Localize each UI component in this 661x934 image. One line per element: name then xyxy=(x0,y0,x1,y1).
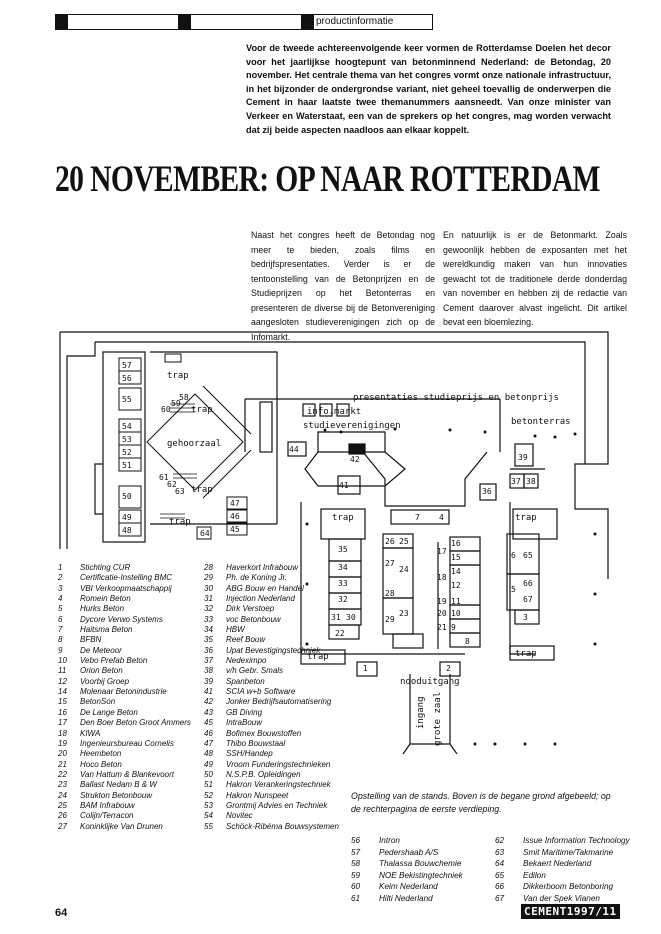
legend-number: 2 xyxy=(58,573,63,583)
plan-label-trap-7: trap xyxy=(307,652,329,662)
plan-label-trap-4: trap xyxy=(169,517,191,527)
legend-exhibitor: Grontmij Advies en Techniek xyxy=(226,800,328,810)
legend-exhibitor: Romein Beton xyxy=(80,594,131,604)
legend-exhibitor: Hilti Nederland xyxy=(379,893,433,903)
legend-number: 28 xyxy=(204,563,213,572)
legend-exhibitor: BFBN xyxy=(80,635,102,645)
legend-exhibitor: Thibo Bouwstaal xyxy=(226,738,286,748)
legend-item xyxy=(495,847,655,859)
svg-text:37: 37 xyxy=(511,477,521,486)
legend-number: 25 xyxy=(58,800,67,810)
legend-number: 18 xyxy=(58,728,67,738)
legend-number: 22 xyxy=(58,769,67,779)
svg-text:17: 17 xyxy=(437,547,447,556)
legend-exhibitor: N.S.P.B. Opleidingen xyxy=(226,769,301,779)
svg-text:50: 50 xyxy=(122,492,132,501)
svg-text:16: 16 xyxy=(451,539,461,548)
legend-number: 33 xyxy=(204,614,213,624)
svg-text:6: 6 xyxy=(511,551,516,560)
legend-number: 66 xyxy=(495,882,505,892)
legend-number: 21 xyxy=(58,759,67,769)
legend-exhibitor: SSH/Handep xyxy=(226,749,273,759)
legend-number: 65 xyxy=(495,870,505,880)
svg-text:63: 63 xyxy=(175,487,185,496)
legend-exhibitor: Keim Nederland xyxy=(379,882,438,892)
legend-exhibitor: Dirk Verstoep xyxy=(226,604,275,614)
header-block xyxy=(56,15,68,29)
svg-text:36: 36 xyxy=(482,487,492,496)
legend-item xyxy=(58,646,203,656)
legend-item xyxy=(204,584,374,594)
legend-item xyxy=(58,791,203,801)
svg-text:7: 7 xyxy=(415,513,420,522)
svg-text:31: 31 xyxy=(331,613,341,622)
svg-text:57: 57 xyxy=(122,361,132,370)
svg-text:8: 8 xyxy=(465,637,470,646)
legend-exhibitor: Thalassa Bouwchemie xyxy=(379,859,462,869)
legend-item xyxy=(204,573,374,583)
svg-text:15: 15 xyxy=(451,553,461,562)
svg-text:22: 22 xyxy=(335,629,345,638)
svg-text:5: 5 xyxy=(511,585,516,594)
legend-item xyxy=(58,687,203,697)
legend-number: 49 xyxy=(204,759,213,769)
legend-number: 67 xyxy=(495,893,505,903)
svg-text:59: 59 xyxy=(171,399,181,408)
svg-text:64: 64 xyxy=(200,529,210,538)
legend-item xyxy=(204,708,374,718)
legend-number: 53 xyxy=(204,800,213,810)
legend-number: 42 xyxy=(204,697,213,707)
svg-text:42: 42 xyxy=(350,455,360,464)
legend-number: 54 xyxy=(204,811,213,821)
legend-exhibitor: Vebo Prefab Beton xyxy=(80,656,148,666)
legend-item xyxy=(58,801,203,811)
legend-item xyxy=(495,835,655,847)
legend-number: 29 xyxy=(204,573,213,583)
legend-number: 51 xyxy=(204,780,213,790)
legend-exhibitor: Hakron Verankeringstechniek xyxy=(226,780,331,790)
legend-number: 30 xyxy=(204,583,213,593)
plan-label-ingang: ingang xyxy=(416,696,426,729)
legend-item xyxy=(58,811,203,821)
legend-number: 31 xyxy=(204,594,213,604)
legend-exhibitor: Heembeton xyxy=(80,749,122,759)
plan-label-trap-2: trap xyxy=(191,405,213,415)
legend-number: 16 xyxy=(58,707,67,717)
legend-item xyxy=(204,635,374,645)
legend-exhibitor: BAM Infrabouw xyxy=(80,800,135,810)
plan-label-gehoorzaal: gehoorzaal xyxy=(167,439,222,449)
legend-exhibitor: Edilon xyxy=(523,870,546,880)
svg-text:23: 23 xyxy=(399,609,409,618)
legend-exhibitor: IntraBouw xyxy=(226,718,263,728)
legend-exhibitor: voc Betonbouw xyxy=(226,614,281,624)
plan-label-betonterras: betonterras xyxy=(511,417,571,427)
legend-number: 8 xyxy=(58,635,63,645)
svg-text:19: 19 xyxy=(437,597,447,606)
svg-text:39: 39 xyxy=(518,453,528,462)
legend-number: 62 xyxy=(495,836,505,845)
legend-exhibitor: Nedeximpo xyxy=(226,656,267,666)
legend-item xyxy=(58,604,203,614)
legend-exhibitor: Orion Beton xyxy=(80,666,123,676)
legend-exhibitor: Schöck-Ribéma Bouwsystemen xyxy=(226,821,339,831)
svg-text:41: 41 xyxy=(339,481,349,490)
legend-number: 20 xyxy=(58,749,67,759)
legend-item xyxy=(204,749,374,759)
legend-exhibitor: Haverkort Infrabouw xyxy=(226,563,299,572)
legend-item xyxy=(204,666,374,676)
legend-item xyxy=(351,847,491,859)
body-column-2: En natuurlijk is er de Betonmarkt. Zoals gewoonlijk hebben de exposanten met het wereldkundig maken van hun innovaties gewacht tot de traditionele derde donderdag van november en hebben zij de redactie van Cement daarover alvast ingelicht. Dit artikel bevat een bloemlezing. xyxy=(443,230,627,327)
legend-item xyxy=(58,718,203,728)
legend-item xyxy=(351,858,491,870)
legend-item xyxy=(58,739,203,749)
legend-number: 6 xyxy=(58,614,63,624)
legend-exhibitor: Smit Maritime/Takmarine xyxy=(523,847,614,857)
legend-number: 17 xyxy=(58,718,67,728)
svg-text:62: 62 xyxy=(167,480,177,489)
legend-exhibitor: Koninklijke Van Drunen xyxy=(80,821,163,831)
legend-exhibitor: Ph. de Koning Jr. xyxy=(226,573,288,583)
svg-text:47: 47 xyxy=(230,499,240,508)
legend-item xyxy=(351,893,491,905)
svg-text:27: 27 xyxy=(385,559,395,568)
legend-number: 1 xyxy=(58,563,63,572)
legend-number: 24 xyxy=(58,790,67,800)
legend-number: 60 xyxy=(351,882,361,892)
legend-number: 10 xyxy=(58,656,67,666)
legend-exhibitor: Colijn/Terracon xyxy=(80,811,134,821)
legend-number: 56 xyxy=(351,836,361,845)
legend-exhibitor: Hoco Beton xyxy=(80,759,122,769)
page-number: 64 xyxy=(55,907,68,919)
legend-number: 15 xyxy=(58,697,67,707)
legend-item xyxy=(204,760,374,770)
legend-item xyxy=(58,584,203,594)
legend-exhibitor: Intron xyxy=(379,836,400,845)
legend-item xyxy=(204,594,374,604)
legend-item xyxy=(204,729,374,739)
legend-exhibitor: De Meteoor xyxy=(80,645,122,655)
legend-item xyxy=(58,760,203,770)
legend-number: 41 xyxy=(204,687,213,697)
legend-exhibitor: Strukton Betonbouw xyxy=(80,790,153,800)
legend-exhibitor: Haitsma Beton xyxy=(80,625,133,635)
legend-item xyxy=(58,563,203,573)
header-block xyxy=(302,15,314,29)
svg-text:35: 35 xyxy=(338,545,348,554)
legend-item xyxy=(204,625,374,635)
svg-text:45: 45 xyxy=(230,525,240,534)
legend-exhibitor: Bekaert Nederland xyxy=(523,859,592,869)
legend-item xyxy=(495,858,655,870)
svg-text:3: 3 xyxy=(523,613,528,622)
svg-text:48: 48 xyxy=(122,526,132,535)
svg-text:60: 60 xyxy=(161,405,171,414)
svg-text:33: 33 xyxy=(338,579,348,588)
plan-caption: Opstelling van de stands. Boven is de begane grond afgebeeld; op de rechterpagina de eerste verdieping. xyxy=(351,791,611,814)
legend-exhibitor: Reef Bouw xyxy=(226,635,266,645)
header-block xyxy=(179,15,191,29)
legend-item xyxy=(58,677,203,687)
headline: 20 NOVEMBER: OP NAAR ROTTERDAM xyxy=(55,159,600,200)
legend-number: 45 xyxy=(204,718,213,728)
legend-exhibitor: Upat Bevestigingstechniek xyxy=(226,645,321,655)
legend-number: 46 xyxy=(204,728,213,738)
svg-text:28: 28 xyxy=(385,589,395,598)
svg-text:44: 44 xyxy=(289,445,299,454)
svg-text:56: 56 xyxy=(122,374,132,383)
legend-exhibitor: Injection Nederland xyxy=(226,594,295,604)
legend-number: 61 xyxy=(351,893,361,903)
legend-exhibitor: Dikkerboom Betonboring xyxy=(523,882,614,892)
legend-exhibitor: Voorbij Groep xyxy=(80,676,130,686)
svg-text:52: 52 xyxy=(122,448,132,457)
body-column-1: Naast het congres heeft de Betondag nog meer te bieden, zoals films en bedrijfspresentaties. Verder is er de tentoonstelling van de Betonprijzen en de Studieprijzen op het Betonterras en presenteren de diverse bij de Betonvereniging aangesloten studieverenigingen zich op de Infomarkt. xyxy=(251,230,435,342)
plan-label-trap-1: trap xyxy=(167,371,189,381)
svg-text:38: 38 xyxy=(526,477,536,486)
legend-item xyxy=(204,677,374,687)
legend-number: 43 xyxy=(204,707,213,717)
legend-item xyxy=(58,573,203,583)
svg-text:18: 18 xyxy=(437,573,447,582)
legend-number: 11 xyxy=(58,666,67,676)
svg-text:55: 55 xyxy=(122,395,132,404)
legend-exhibitor: Pedershaab A/S xyxy=(379,847,439,857)
legend-exhibitor: NOE Bekistingtechniek xyxy=(379,870,463,880)
svg-text:30: 30 xyxy=(346,613,356,622)
legend-exhibitor: Ingenieursbureau Cornelis xyxy=(80,738,174,748)
plan-label-nooduitgang: nooduitgang xyxy=(400,677,460,687)
legend-item xyxy=(495,881,655,893)
legend-item xyxy=(204,718,374,728)
legend-number: 59 xyxy=(351,870,361,880)
legend-column-4 xyxy=(495,835,655,905)
plan-label-trap-8: trap xyxy=(515,649,537,659)
legend-number: 52 xyxy=(204,790,213,800)
plan-label-trap-6: trap xyxy=(515,513,537,523)
legend-number: 27 xyxy=(58,821,67,831)
legend-number: 9 xyxy=(58,645,63,655)
legend-number: 64 xyxy=(495,859,505,869)
section-header-bar xyxy=(55,14,433,30)
legend-item xyxy=(58,822,203,832)
legend-item xyxy=(58,708,203,718)
svg-text:61: 61 xyxy=(159,473,169,482)
plan-label-trap-5: trap xyxy=(332,513,354,523)
legend-item xyxy=(204,780,374,790)
legend-item xyxy=(58,625,203,635)
legend-item xyxy=(204,687,374,697)
legend-exhibitor: Spanbeton xyxy=(226,676,265,686)
legend-exhibitor: Dycore Verwo Systems xyxy=(80,614,163,624)
legend-number: 7 xyxy=(58,625,63,635)
legend-number: 26 xyxy=(58,811,67,821)
svg-text:49: 49 xyxy=(122,513,132,522)
legend-item xyxy=(204,791,374,801)
legend-number: 55 xyxy=(204,821,213,831)
legend-item xyxy=(58,749,203,759)
svg-text:2: 2 xyxy=(446,664,451,673)
legend-exhibitor: Jonker Bedrijfsautomatisering xyxy=(226,697,332,707)
legend-item xyxy=(351,870,491,882)
legend-number: 12 xyxy=(58,676,67,686)
legend-exhibitor: HBW xyxy=(226,625,245,635)
legend-exhibitor: Van der Spek Vianen xyxy=(523,893,600,903)
legend-item xyxy=(204,604,374,614)
plan-label-infomarkt: info.markt xyxy=(307,407,362,417)
svg-text:58: 58 xyxy=(179,393,189,402)
plan-label-studieverenigingen: studieverenigingen xyxy=(303,421,401,431)
legend-number: 36 xyxy=(204,645,213,655)
legend-item xyxy=(351,835,491,847)
legend-exhibitor: Stichting CUR xyxy=(80,563,131,572)
svg-text:29: 29 xyxy=(385,615,395,624)
svg-text:66: 66 xyxy=(523,579,533,588)
svg-text:51: 51 xyxy=(122,461,132,470)
svg-text:25: 25 xyxy=(399,537,409,546)
svg-text:34: 34 xyxy=(338,563,348,572)
legend-item xyxy=(58,615,203,625)
legend-number: 14 xyxy=(58,687,67,697)
legend-number: 57 xyxy=(351,847,361,857)
legend-number: 58 xyxy=(351,859,361,869)
legend-item xyxy=(58,729,203,739)
svg-text:24: 24 xyxy=(399,565,409,574)
legend-exhibitor: Issue Information Technology xyxy=(523,836,630,845)
legend-exhibitor: GB Diving xyxy=(226,707,263,717)
legend-item xyxy=(204,770,374,780)
plan-label-grote-zaal: grote zaal xyxy=(433,691,443,746)
legend-number: 3 xyxy=(58,583,63,593)
legend-item xyxy=(58,656,203,666)
legend-column-2 xyxy=(204,563,374,832)
legend-item xyxy=(58,666,203,676)
legend-item xyxy=(351,881,491,893)
legend-exhibitor: Hakron Nunspeet xyxy=(226,790,289,800)
legend-number: 37 xyxy=(204,656,213,666)
legend-exhibitor: Vroom Funderingstechnieken xyxy=(226,759,331,769)
svg-text:9: 9 xyxy=(451,623,456,632)
svg-text:21: 21 xyxy=(437,623,447,632)
legend-number: 5 xyxy=(58,604,63,614)
legend-item xyxy=(58,697,203,707)
legend-exhibitor: SCIA w+b Software xyxy=(226,687,296,697)
legend-exhibitor: ABG Bouw en Handel xyxy=(226,583,304,593)
legend-exhibitor: Certificatie-Instelling BMC xyxy=(80,573,173,583)
section-label: productinformatie xyxy=(316,16,394,27)
legend-number: 32 xyxy=(204,604,213,614)
header-cell xyxy=(68,15,179,29)
legend-column-1 xyxy=(58,563,203,832)
legend-number: 39 xyxy=(204,676,213,686)
svg-text:14: 14 xyxy=(451,567,461,576)
legend-exhibitor: Ballast Nedam B & W xyxy=(80,780,157,790)
legend-item xyxy=(58,780,203,790)
legend-exhibitor: v/h Gebr. Smals xyxy=(226,666,284,676)
legend-number: 19 xyxy=(58,738,67,748)
legend-item xyxy=(204,739,374,749)
svg-text:4: 4 xyxy=(439,513,444,522)
legend-number: 50 xyxy=(204,769,213,779)
legend-item xyxy=(204,563,374,573)
legend-number: 4 xyxy=(58,594,63,604)
svg-text:10: 10 xyxy=(451,609,461,618)
legend-item xyxy=(495,893,655,905)
svg-text:54: 54 xyxy=(122,422,132,431)
legend-item xyxy=(58,635,203,645)
magazine-footer: CEMENT1997/11 xyxy=(521,904,620,919)
legend-exhibitor: Bofimex Bouwstoffen xyxy=(226,728,302,738)
legend-exhibitor: BetonSon xyxy=(80,697,116,707)
svg-text:11: 11 xyxy=(451,597,461,606)
plan-label-trap-3: trap xyxy=(191,485,213,495)
legend-exhibitor: VBI Verkoopmaatschappij xyxy=(80,583,172,593)
legend-exhibitor: Van Hattum & Blankevoort xyxy=(80,769,174,779)
svg-text:46: 46 xyxy=(230,512,240,521)
legend-number: 63 xyxy=(495,847,505,857)
svg-text:65: 65 xyxy=(523,551,533,560)
svg-text:32: 32 xyxy=(338,595,348,604)
legend-number: 47 xyxy=(204,738,213,748)
legend-exhibitor: Hurks Beton xyxy=(80,604,125,614)
svg-text:20: 20 xyxy=(437,609,447,618)
legend-item xyxy=(58,594,203,604)
legend-column-3 xyxy=(351,835,491,905)
legend-exhibitor: Molenaar Betonindustrie xyxy=(80,687,167,697)
legend-exhibitor: Den Boer Beton Groot Ammers xyxy=(80,718,191,728)
legend-item xyxy=(204,801,374,811)
legend-exhibitor: KIWA xyxy=(80,728,101,738)
svg-text:12: 12 xyxy=(451,581,461,590)
legend-item xyxy=(495,870,655,882)
legend-item xyxy=(204,646,374,656)
legend-item xyxy=(204,811,374,821)
svg-text:26: 26 xyxy=(385,537,395,546)
legend-number: 38 xyxy=(204,666,213,676)
legend-exhibitor: Novitec xyxy=(226,811,253,821)
plan-label-presentaties: presentaties studieprijs en betonprijs xyxy=(353,393,559,403)
legend-item xyxy=(204,697,374,707)
legend-number: 23 xyxy=(58,780,67,790)
legend-item xyxy=(204,615,374,625)
legend-item xyxy=(204,656,374,666)
svg-text:67: 67 xyxy=(523,595,533,604)
legend-item xyxy=(58,770,203,780)
intro-paragraph: Voor de tweede achtereenvolgende keer vormen de Rotterdamse Doelen het decor voor het jaarlijkse hoogtepunt van betonminnend Nederland: de Betondag, 20 november. Het centrale thema van het congres vormt onze nationale infrastructuur, in het bijzonder de ondergrondse variant, niet geheel toevallig de onderwerpen die Cement in haar laatste twee themanummers aansneedt. Van onze minister van Verkeer en Waterstaat, een van de sprekers op het congres, mag worden verwacht dat zij beide aspecten naadloos aan elkaar koppelt. xyxy=(246,43,611,135)
header-cell xyxy=(191,15,302,29)
legend-item xyxy=(204,822,374,832)
legend-number: 35 xyxy=(204,635,213,645)
svg-text:1: 1 xyxy=(363,664,368,673)
legend-exhibitor: De Lange Beton xyxy=(80,707,138,717)
legend-number: 34 xyxy=(204,625,213,635)
legend-number: 48 xyxy=(204,749,213,759)
svg-text:53: 53 xyxy=(122,435,132,444)
